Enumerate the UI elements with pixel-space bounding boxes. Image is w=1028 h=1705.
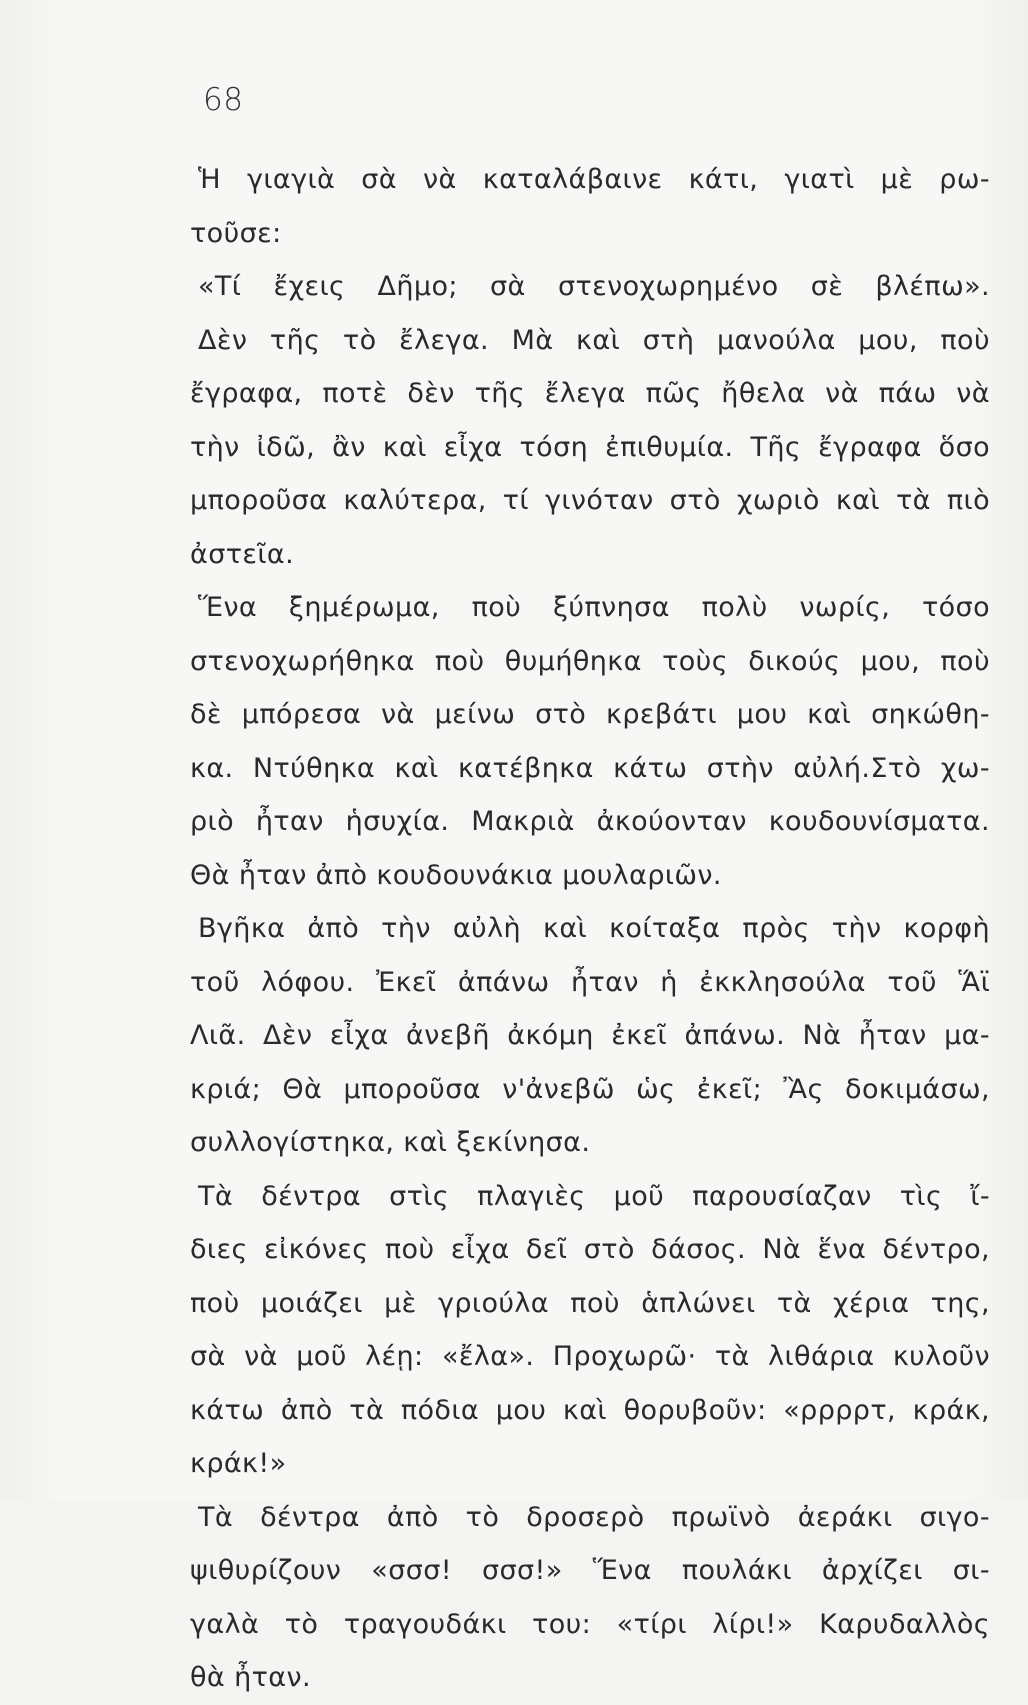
text-line: διες εἰκόνες ποὺ εἶχα δεῖ στὸ δάσος. Νὰ ἕνα δέντρο, bbox=[190, 1234, 990, 1265]
text-line: στενοχωρήθηκα ποὺ θυμήθηκα τοὺς δικούς μου, ποὺ bbox=[190, 645, 990, 677]
text-line: τοῦ λόφου. Ἐκεῖ ἀπάνω ἦταν ἡ ἐκκλησούλα τοῦ Ἅϊ bbox=[190, 966, 990, 998]
body-text bbox=[190, 153, 990, 1705]
text-line: Βγῆκα ἀπὸ τὴν αὐλὴ καὶ κοίταξα πρὸς τὴν κορφὴ bbox=[198, 913, 990, 944]
text-line: Θὰ ἦταν ἀπὸ κουδουνάκια μουλαριῶν. bbox=[190, 859, 722, 891]
text-line: Τὰ δέντρα ἀπὸ τὸ δροσερὸ πρωϊνὸ ἀεράκι σιγο- bbox=[198, 1501, 990, 1533]
text-line: ἀστεῖα. bbox=[190, 538, 295, 570]
text-line: κράκ!» bbox=[190, 1448, 287, 1479]
text-line: κριά; Θὰ μποροῦσα ν'ἀνεβῶ ὡς ἐκεῖ; Ἂς δοκιμάσω, bbox=[190, 1073, 990, 1105]
text-line: Λιᾶ. Δὲν εἶχα ἀνεβῆ ἀκόμη ἐκεῖ ἀπάνω. Νὰ ἦταν μα- bbox=[190, 1020, 990, 1051]
text-line: συλλογίστηκα, καὶ ξεκίνησα. bbox=[190, 1127, 591, 1158]
text-line: τὴν ἰδῶ, ἂν καὶ εἶχα τόση ἐπιθυμία. Τῆς ἔγραφα ὅσο bbox=[190, 431, 990, 463]
text-line: κα. Ντύθηκα καὶ κατέβηκα κάτω στὴν αὐλή.Στὸ χω- bbox=[190, 752, 990, 784]
text-line: μποροῦσα καλύτερα, τί γινόταν στὸ χωριὸ καὶ τὰ πιὸ bbox=[190, 485, 990, 516]
text-line: ριὸ ἦταν ἡσυχία. Μακριὰ ἀκούονταν κουδουνίσματα. bbox=[190, 806, 990, 837]
text-line: Τὰ δέντρα στὶς πλαγιὲς μοῦ παρουσίαζαν τὶς ἴ- bbox=[198, 1180, 990, 1212]
text-line: σὰ νὰ μοῦ λέῃ: «ἔλα». Προχωρῶ· τὰ λιθάρια κυλοῦν bbox=[190, 1341, 990, 1372]
text-line: ποὺ μοιάζει μὲ γριούλα ποὺ ἁπλώνει τὰ χέρια της, bbox=[190, 1287, 990, 1319]
text-line: Δὲν τῆς τὸ ἔλεγα. Μὰ καὶ στὴ μανούλα μου, ποὺ bbox=[198, 324, 990, 356]
text-line: «Τί ἔχεις Δῆμο; σὰ στενοχωρημένο σὲ βλέπω». bbox=[198, 271, 990, 302]
text-line: γαλὰ τὸ τραγουδάκι του: «τίρι λίρι!» Καρυδαλλὸς bbox=[190, 1608, 990, 1640]
text-line: ἔγραφα, ποτὲ δὲν τῆς ἔλεγα πῶς ἤθελα νὰ πάω νὰ bbox=[190, 378, 990, 409]
text-line: θὰ ἦταν. bbox=[190, 1662, 311, 1693]
text-line: ψιθυρίζουν «σσσ! σσσ!» Ἕνα πουλάκι ἀρχίζει σι- bbox=[190, 1555, 990, 1586]
page-number: 68 bbox=[203, 82, 244, 118]
text-line: Ἕνα ξημέρωμα, ποὺ ξύπνησα πολὺ νωρίς, τόσο bbox=[198, 592, 990, 623]
text-line: Ἡ γιαγιὰ σὰ νὰ καταλάβαινε κάτι, γιατὶ μὲ ρω- bbox=[198, 164, 990, 195]
text-line: κάτω ἀπὸ τὰ πόδια μου καὶ θορυβοῦν: «ρρρρτ, κράκ, bbox=[190, 1394, 990, 1426]
text-line: δὲ μπόρεσα νὰ μείνω στὸ κρεβάτι μου καὶ σηκώθη- bbox=[190, 699, 990, 730]
text-line: τοῦσε: bbox=[190, 217, 282, 249]
